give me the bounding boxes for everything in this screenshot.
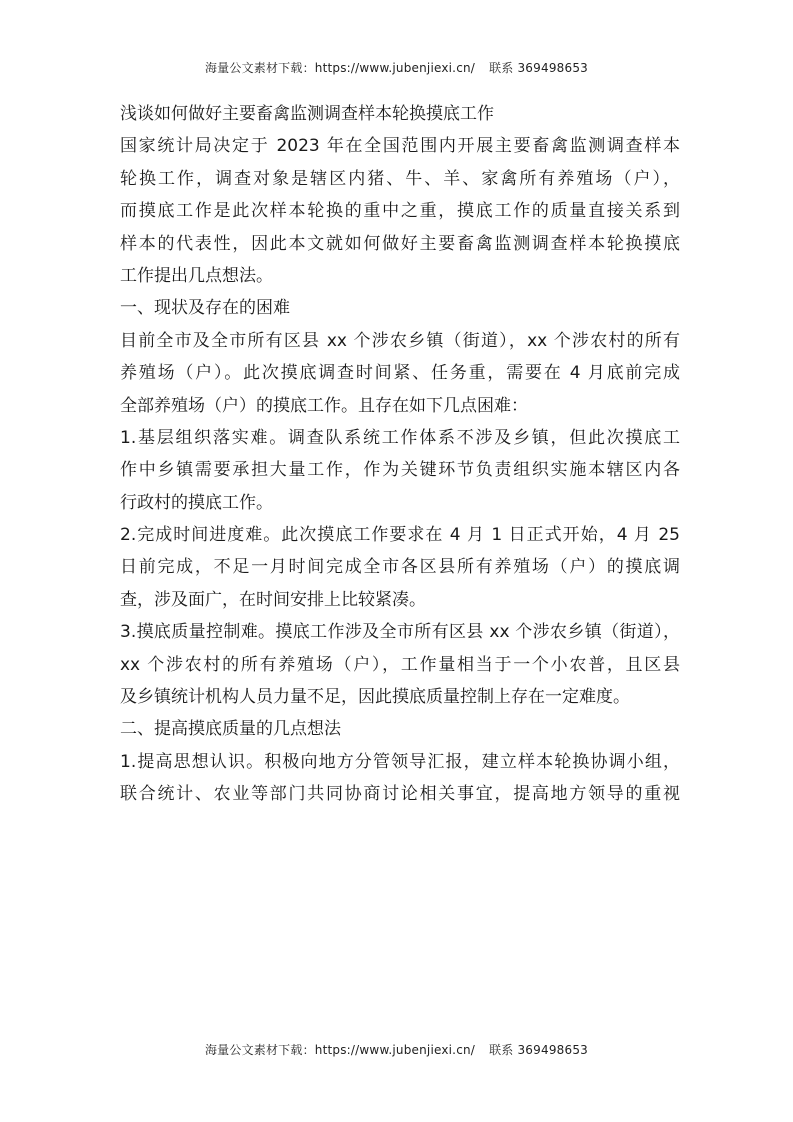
header-contact: 联系 369498653	[489, 61, 588, 75]
paragraph-line: 作中乡镇需要承担大量工作，作为关键环节负责组织实施本辖区内各	[120, 460, 680, 481]
header-label: 海量公文素材下载：	[204, 61, 315, 75]
paragraph-line: 及乡镇统计机构人员力量不足，因此摸底质量控制上存在一定难度。	[120, 687, 630, 708]
page-footer	[0, 1041, 793, 1058]
header-url[interactable]: https://www.jubenjiexi.cn/	[314, 61, 476, 75]
footer-label: 海量公文素材下载：	[204, 1043, 315, 1057]
paragraph-line: 国家统计局决定于 2023 年在全国范围内开展主要畜禽监测调查样本	[120, 136, 680, 157]
paragraph-line: 3.摸底质量控制难。摸底工作涉及全市所有区县 xx 个涉农乡镇（街道），	[120, 622, 680, 643]
paragraph-line: 2.完成时间进度难。此次摸底工作要求在 4 月 1 日正式开始，4 月 25	[120, 525, 680, 546]
paragraph-line: 全部养殖场（户）的摸底工作。且存在如下几点困难：	[120, 395, 528, 416]
paragraph-line: 工作提出几点想法。	[120, 265, 273, 286]
footer-url[interactable]: https://www.jubenjiexi.cn/	[314, 1043, 476, 1057]
document-title: 浅谈如何做好主要畜禽监测调查样本轮换摸底工作	[120, 104, 494, 124]
paragraph-line: 查，涉及面广，在时间安排上比较紧凑。	[120, 589, 426, 610]
paragraph-line: xx 个涉农村的所有养殖场（户），工作量相当于一个小农普，且区县	[120, 654, 680, 675]
paragraph-line: 联合统计、农业等部门共同协商讨论相关事宜，提高地方领导的重视	[120, 784, 680, 805]
footer-contact: 联系 369498653	[489, 1043, 588, 1057]
paragraph-line: 目前全市及全市所有区县 xx 个涉农乡镇（街道），xx 个涉农村的所有	[120, 330, 680, 351]
paragraph-line: 行政村的摸底工作。	[120, 492, 273, 513]
document-body	[120, 98, 680, 811]
paragraph-line: 日前完成，不足一月时间完成全市各区县所有养殖场（户）的摸底调	[120, 557, 680, 578]
page-header	[0, 59, 793, 76]
section-heading: 一、现状及存在的困难	[120, 298, 290, 319]
section-heading: 二、提高摸底质量的几点想法	[120, 719, 341, 740]
paragraph-line: 1.提高思想认识。积极向地方分管领导汇报，建立样本轮换协调小组，	[120, 751, 680, 772]
paragraph-line: 养殖场（户）。此次摸底调查时间紧、任务重，需要在 4 月底前完成	[120, 363, 680, 384]
paragraph-line: 1.基层组织落实难。调查队系统工作体系不涉及乡镇，但此次摸底工	[120, 427, 680, 448]
paragraph-line: 而摸底工作是此次样本轮换的重中之重，摸底工作的质量直接关系到	[120, 201, 680, 222]
paragraph-line: 样本的代表性，因此本文就如何做好主要畜禽监测调查样本轮换摸底	[120, 233, 680, 254]
paragraph-line: 轮换工作，调查对象是辖区内猪、牛、羊、家禽所有养殖场（户），	[120, 168, 680, 189]
